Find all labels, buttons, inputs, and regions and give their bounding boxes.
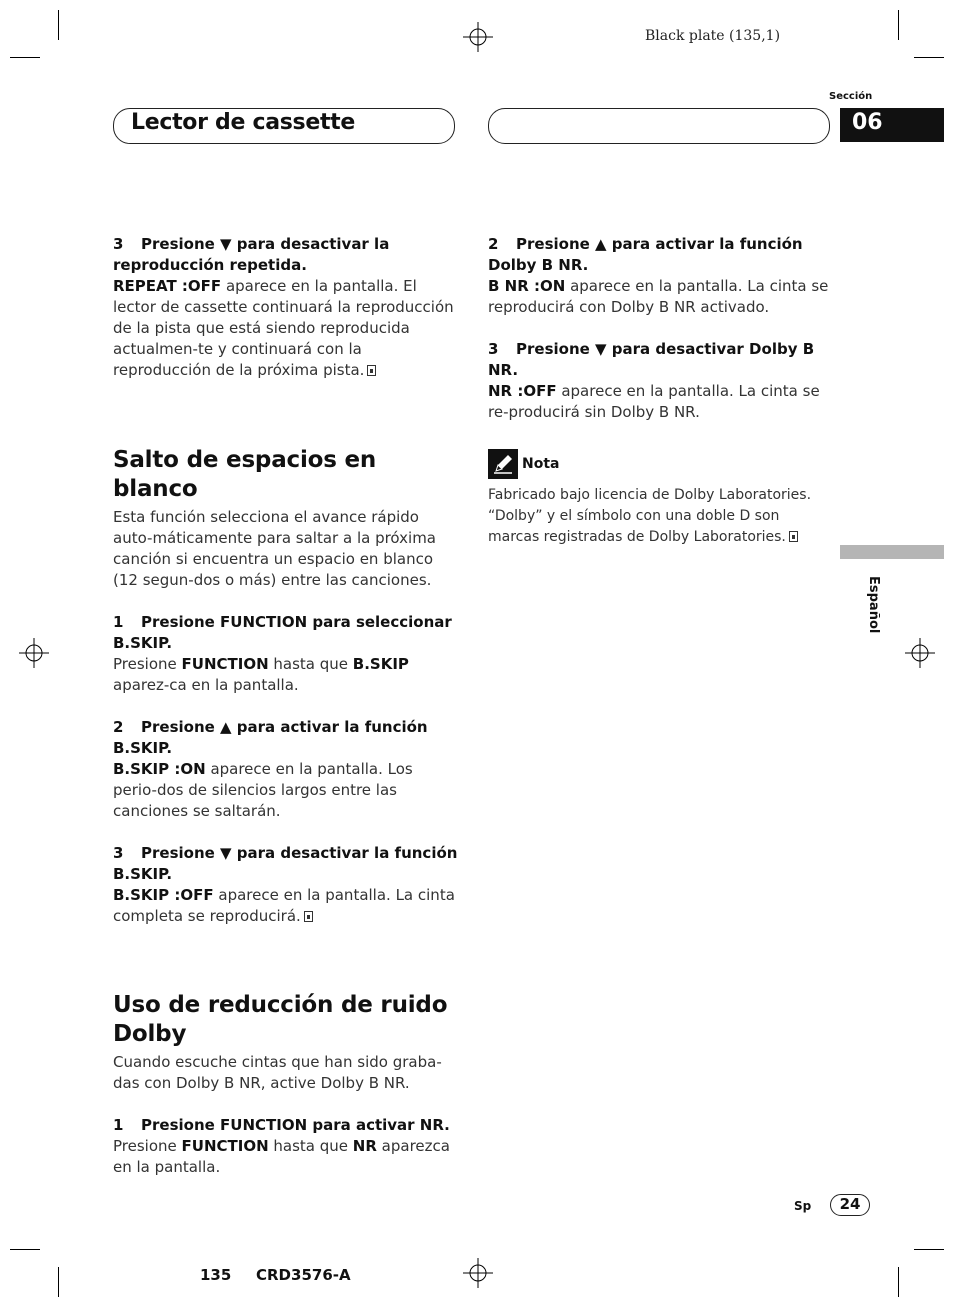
step-body: B NR :ON aparece en la pantalla. La cinta se reproducirá con Dolby B NR activado. bbox=[488, 277, 829, 316]
step-heading: 3 Presione ▼ para desactivar la reproducción repetida. bbox=[113, 235, 390, 274]
step-heading: 3 Presione ▼ para desactivar Dolby B NR. bbox=[488, 340, 815, 379]
step-heading: 3 Presione ▼ para desactivar la función B.SKIP. bbox=[113, 844, 458, 883]
plate-label: Black plate (135,1) bbox=[645, 28, 781, 44]
page-title: Lector de cassette bbox=[131, 110, 355, 135]
step-body: B.SKIP :OFF aparece en la pantalla. La cinta completa se reproducirá. bbox=[113, 886, 455, 925]
end-mark-icon bbox=[367, 365, 376, 376]
step-heading: 1 Presione FUNCTION para seleccionar B.SKIP. bbox=[113, 613, 452, 652]
note-text: Fabricado bajo licencia de Dolby Laboratories. “Dolby” y el símbolo con una doble D son marcas registradas de Dolby Laboratories. bbox=[488, 487, 812, 545]
language-label: Español bbox=[866, 576, 881, 634]
crop-mark bbox=[898, 1267, 899, 1297]
section-label: Sección bbox=[829, 91, 873, 102]
document-code: CRD3576-A bbox=[256, 1266, 351, 1284]
left-column bbox=[113, 234, 459, 1178]
section-number: 06 bbox=[852, 110, 883, 135]
step-heading: 2 Presione ▲ para activar la función B.SKIP. bbox=[113, 718, 428, 757]
note-label: Nota bbox=[522, 455, 560, 472]
end-mark-icon bbox=[304, 911, 313, 922]
page-number: 24 bbox=[830, 1194, 870, 1216]
crop-mark bbox=[58, 1267, 59, 1297]
crop-mark bbox=[10, 57, 40, 58]
note-header bbox=[488, 449, 834, 479]
step-heading: 2 Presione ▲ para activar la función Dolby B NR. bbox=[488, 235, 803, 274]
crop-mark bbox=[58, 10, 59, 40]
language-code: Sp bbox=[794, 1199, 812, 1213]
header-frame-right bbox=[488, 108, 830, 144]
section-intro: Esta función selecciona el avance rápido auto-máticamente para saltar a la próxima canción si encuentra un espacio en blanco (12 segun-dos o más) entre las canciones. bbox=[113, 508, 436, 589]
right-column bbox=[488, 234, 834, 548]
step-body: Presione FUNCTION hasta que B.SKIP aparez-ca en la pantalla. bbox=[113, 655, 409, 694]
step-body: B.SKIP :ON aparece en la pantalla. Los perio-dos de silencios largos entre las canciones se saltarán. bbox=[113, 760, 413, 820]
section-heading: Uso de reducción de ruido Dolby bbox=[113, 992, 448, 1047]
step-heading: 1 Presione FUNCTION para activar NR. bbox=[113, 1116, 450, 1134]
section-heading: Salto de espacios en blanco bbox=[113, 447, 377, 502]
step-body: REPEAT :OFF aparece en la pantalla. El lector de cassette continuará la reproducción de la pista que está siendo reproducida actualmen-te y continuará con la reproducción de la próxima pista. bbox=[113, 277, 454, 379]
crop-mark bbox=[914, 57, 944, 58]
language-tab-band bbox=[840, 545, 944, 559]
crop-mark bbox=[898, 10, 899, 40]
note-pencil-icon bbox=[488, 449, 518, 479]
step-body: Presione FUNCTION hasta que NR aparezca en la pantalla. bbox=[113, 1137, 450, 1176]
registration-mark-icon bbox=[463, 22, 493, 52]
step-body: NR :OFF aparece en la pantalla. La cinta se re-producirá sin Dolby B NR. bbox=[488, 382, 820, 421]
registration-mark-icon bbox=[463, 1258, 493, 1288]
plate-page-number: 135 bbox=[200, 1266, 232, 1284]
crop-mark bbox=[914, 1249, 944, 1250]
crop-mark bbox=[10, 1249, 40, 1250]
end-mark-icon bbox=[789, 531, 798, 542]
registration-mark-icon bbox=[905, 638, 935, 668]
section-intro: Cuando escuche cintas que han sido graba-das con Dolby B NR, active Dolby B NR. bbox=[113, 1053, 442, 1092]
registration-mark-icon bbox=[19, 638, 49, 668]
